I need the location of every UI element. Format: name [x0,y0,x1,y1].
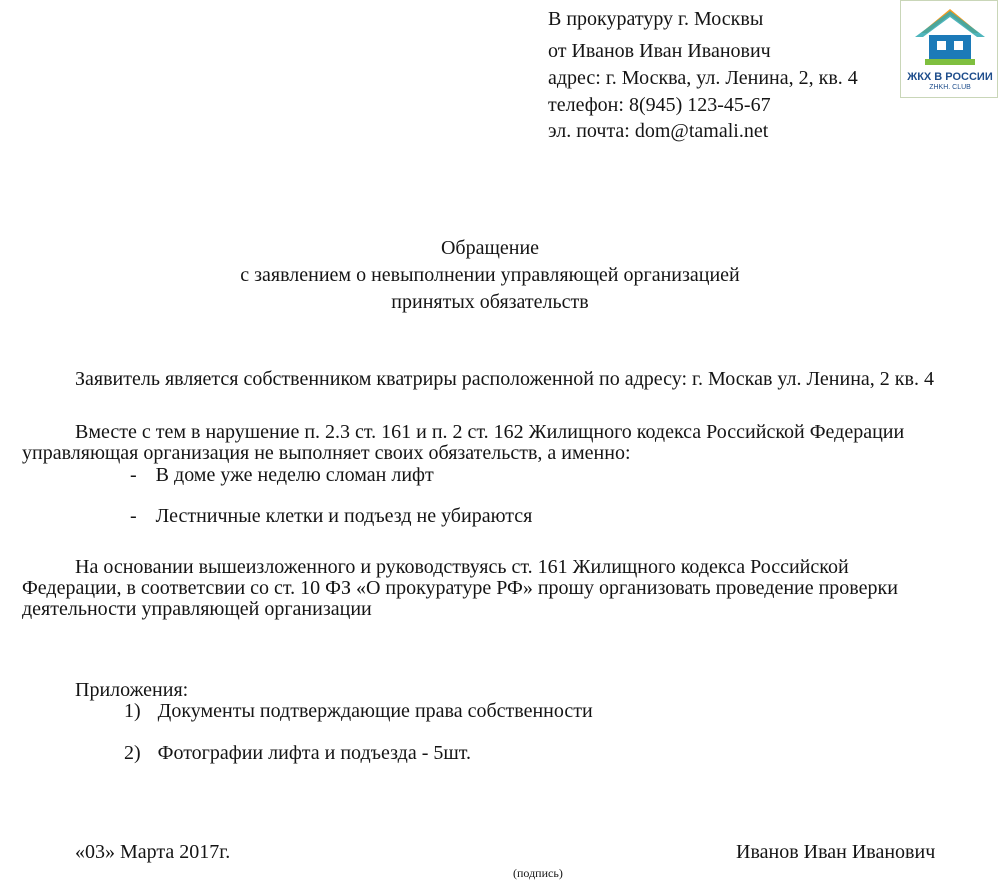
attachment-number: 2) [124,742,141,764]
paragraph-request: На основании вышеизложенного и руководствуясь ст. 161 Жилищного кодекса Российской Федерации, в соответсвии со ст. 10 ФЗ «О прокуратуре РФ» прошу организовать проведение проверки деятельности управляющей организации [22,556,898,620]
signer-name: Иванов Иван Иванович [736,841,936,863]
bullet-item [130,464,434,487]
bullet-text: Лестничные клетки и подъезд не убираются [155,505,533,527]
doc-subtitle-1: с заявлением о невыполнении управляющей организацией [240,264,740,286]
bullet-marker: - [130,464,137,486]
paragraph-violation: Вместе с тем в нарушение п. 2.3 ст. 161 и п. 2 ст. 162 Жилищного кодекса Российской Федерации управляющая организация не выполняет своих обязательств, а именно: [22,421,905,464]
paragraph-ownership: Заявитель является собственником кватриры расположенной по адресу: г. Москав ул. Ленина, 2 кв. 4 [75,368,934,390]
sender-address: адрес: г. Москва, ул. Ленина, 2, кв. 4 [548,67,858,89]
sender-phone: телефон: 8(945) 123-45-67 [548,94,771,116]
site-logo[interactable] [900,0,998,98]
sender-email: эл. почта: dom@tamali.net [548,120,769,142]
attachment-item [124,700,593,723]
house-icon [901,1,999,71]
logo-subtitle: ZHKH. CLUB [929,84,971,91]
doc-subtitle-2: принятых обязательств [391,291,589,313]
recipient: В прокуратуру г. Москвы [548,8,764,30]
attachment-text: Документы подтверждающие права собственности [157,700,593,722]
attachments-heading: Приложения: [75,679,189,701]
logo-title: ЖКХ В РОССИИ [907,71,993,83]
bullet-marker: - [130,505,137,527]
document-date: «03» Марта 2017г. [75,841,231,863]
attachment-number: 1) [124,700,141,722]
doc-title: Обращение [440,237,540,259]
sender-name: от Иванов Иван Иванович [548,40,771,62]
bullet-item [130,505,532,528]
signature-label: (подпись) [513,866,563,880]
bullet-text: В доме уже неделю сломан лифт [155,464,434,486]
attachment-text: Фотографии лифта и подъезда - 5шт. [157,742,471,764]
attachment-item [124,742,471,765]
